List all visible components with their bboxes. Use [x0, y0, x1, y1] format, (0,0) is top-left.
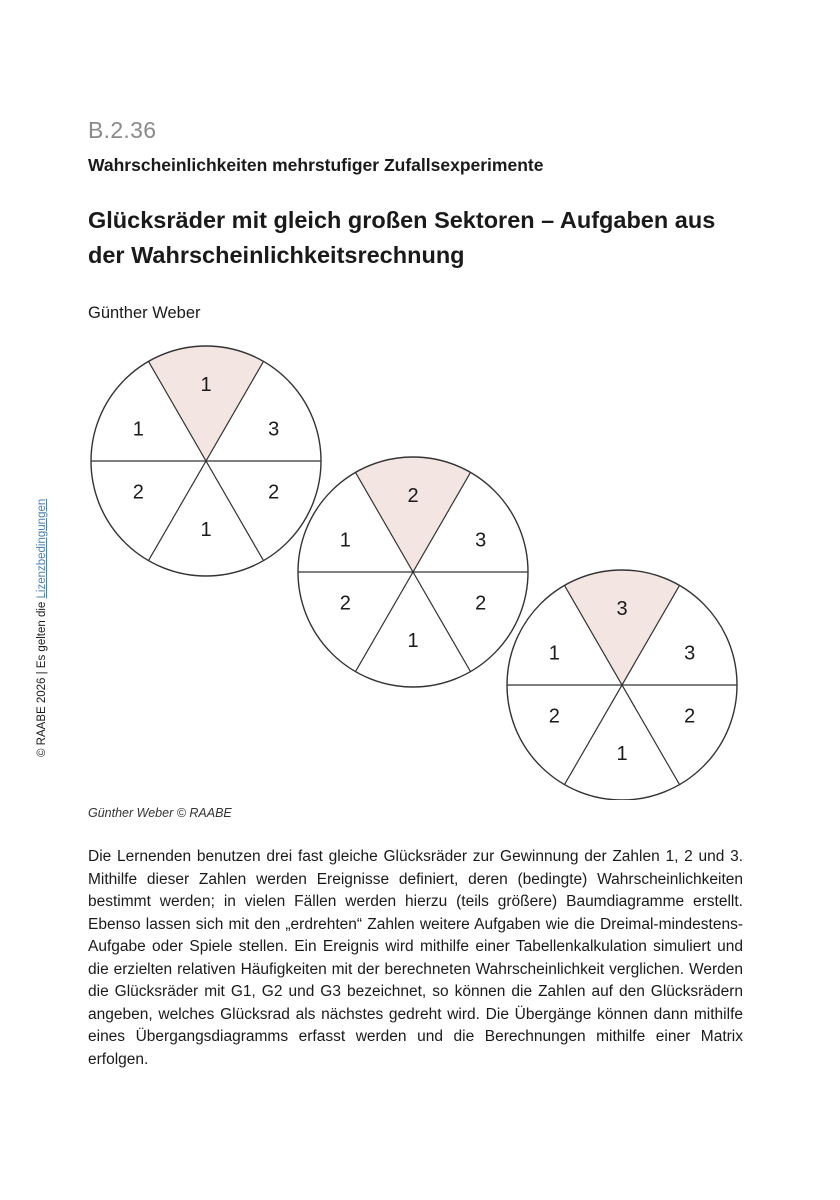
document-code: B.2.36 — [88, 117, 157, 143]
sector-label-lower-right: 2 — [475, 592, 487, 615]
sector-label-bottom: 1 — [616, 743, 628, 765]
wheel-2 — [298, 457, 528, 687]
sector-label-upper-left: 1 — [548, 642, 560, 665]
sector-label-lower-right: 2 — [268, 481, 280, 504]
wheel-1 — [91, 346, 321, 576]
sector-label-lower-right: 2 — [684, 705, 696, 728]
highlighted-sector — [565, 570, 680, 685]
sector-label-lower-left: 2 — [548, 705, 560, 728]
license-link[interactable]: Lizenzbedingungen — [36, 498, 48, 599]
sector-label-bottom: 1 — [407, 630, 419, 652]
sector-label-bottom: 1 — [200, 519, 212, 541]
sector-label-upper-left: 1 — [132, 418, 144, 441]
copyright-text: © RAABE 2026 | Es gelten die — [36, 598, 48, 757]
body-paragraph: Die Lernenden benutzen drei fast gleiche Glücksräder zur Gewinnung der Zahlen 1, 2 und 3. Mithilfe dieser Zahlen werden Ereignisse definiert, deren (bedingte) Wahrscheinlichkeiten bestimmt werden; in vielen Fällen werden hierzu (teils größere) Baumdiagramme erstellt. Ebenso lassen sich mit den „erdrehten“ Zahlen weitere Aufgaben wie die Dreimal-mindestens-Aufgabe oder Spiele stellen. Ein Ereignis wird mithilfe einer Tabellenkalkulation simuliert und die erzielten relativen Häufigkeiten mit der berechneten Wahrscheinlichkeit verglichen. Werden die Glücksräder mit G1, G2 und G3 bezeichnet, so können die Zahlen auf den Glücksrädern angeben, welches Glücksrad als nächstes gedreht wird. Die Übergänge können dann mithilfe eines Übergangsdiagramms erfasst werden und die Berechnungen mithilfe einer Matrix erfolgen. — [88, 848, 743, 1068]
sector-label-top: 2 — [407, 485, 419, 508]
sector-label-lower-left: 2 — [132, 481, 144, 504]
sector-label-lower-left: 2 — [339, 592, 351, 615]
sector-label-top: 3 — [616, 598, 628, 621]
document-title: Glücksräder mit gleich großen Sektoren – Aufgaben aus der Wahrscheinlichkeitsrechnung — [88, 207, 716, 268]
highlighted-sector — [149, 346, 264, 461]
wheel-3 — [507, 570, 737, 800]
sector-label-upper-right: 3 — [475, 529, 487, 552]
document-subtitle: Wahrscheinlichkeiten mehrstufiger Zufallsexperimente — [88, 155, 544, 175]
sector-label-upper-right: 3 — [268, 418, 280, 441]
author-name: Günther Weber — [88, 304, 201, 322]
sector-label-top: 1 — [200, 374, 212, 397]
figure-caption: Günther Weber © RAABE — [88, 806, 232, 820]
highlighted-sector — [356, 457, 471, 572]
sector-label-upper-left: 1 — [339, 529, 351, 552]
sector-label-upper-right: 3 — [684, 642, 696, 665]
